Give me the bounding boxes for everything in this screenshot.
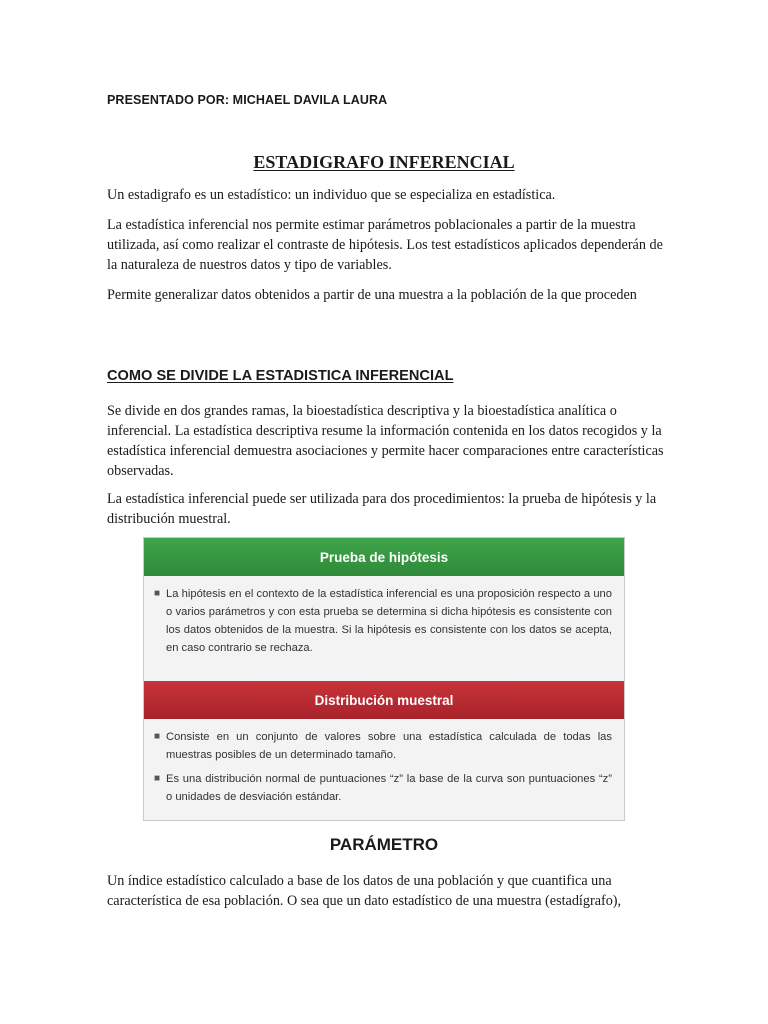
box1-bullet-text: La hipótesis en el contexto de la estadística inferencial es una proposición respecto a uno o varios parámetros y con esta prueba se determina si dicha hipótesis es consistente con los datos obtenidos de la muestra. Si la hipótesis es consistente con los datos se acepta, en caso contrario se rechaza. <box>166 588 612 654</box>
section-paragraph-2: La estadística inferencial puede ser utilizada para dos procedimientos: la prueba de hipótesis y la distribución muestral. <box>107 491 657 527</box>
box1-bullet <box>154 585 612 657</box>
bullet-icon: ■ <box>154 773 161 784</box>
parametro-paragraph: Un índice estadístico calculado a base de los datos de una población y que cuantifica una característica de esa población. O sea que un dato estadístico de una muestra (estadígrafo), <box>107 873 622 909</box>
presenter-line: PRESENTADO POR: MICHAEL DAVILA LAURA <box>107 93 388 107</box>
section-heading: COMO SE DIVIDE LA ESTADISTICA INFERENCIAL <box>107 368 454 384</box>
intro-paragraph-3: Permite generalizar datos obtenidos a partir de una muestra a la población de la que proceden <box>107 287 637 303</box>
infographic-image <box>143 537 625 821</box>
box2-bullet-text: Consiste en un conjunto de valores sobre una estadística calculada de todas las muestras posibles de un determinado tamaño. <box>166 731 612 761</box>
intro-paragraph-2: La estadística inferencial nos permite estimar parámetros poblacionales a partir de la muestra utilizada, así como realizar el contraste de hipótesis. Los test estadísticos aplicados dependerán de la naturaleza de nuestros datos y tipo de variables. <box>107 217 663 273</box>
intro-paragraph-1: Un estadigrafo es un estadístico: un individuo que se especializa en estadística. <box>107 187 556 203</box>
box2-bullet-text: Es una distribución normal de puntuaciones “z” la base de la curva son puntuaciones “z” o unidades de desviación estándar. <box>166 773 612 803</box>
box2-title: Distribución muestral <box>144 681 624 719</box>
bullet-icon: ■ <box>154 731 161 742</box>
box1-title: Prueba de hipótesis <box>144 538 624 576</box>
parametro-heading: PARÁMETRO <box>329 835 439 854</box>
document-title: ESTADIGRAFO INFERENCIAL <box>253 152 515 172</box>
box2-bullet-2 <box>154 770 612 806</box>
box2-bullet-1 <box>154 728 612 764</box>
section-paragraph-1: Se divide en dos grandes ramas, la bioestadística descriptiva y la bioestadística analítica o inferencial. La estadística descriptiva resume la información contenida en los datos recogidos y la estadística inferencial demuestra asociaciones y permite hacer comparaciones entre características observadas. <box>107 403 664 479</box>
bullet-icon: ■ <box>154 588 161 599</box>
